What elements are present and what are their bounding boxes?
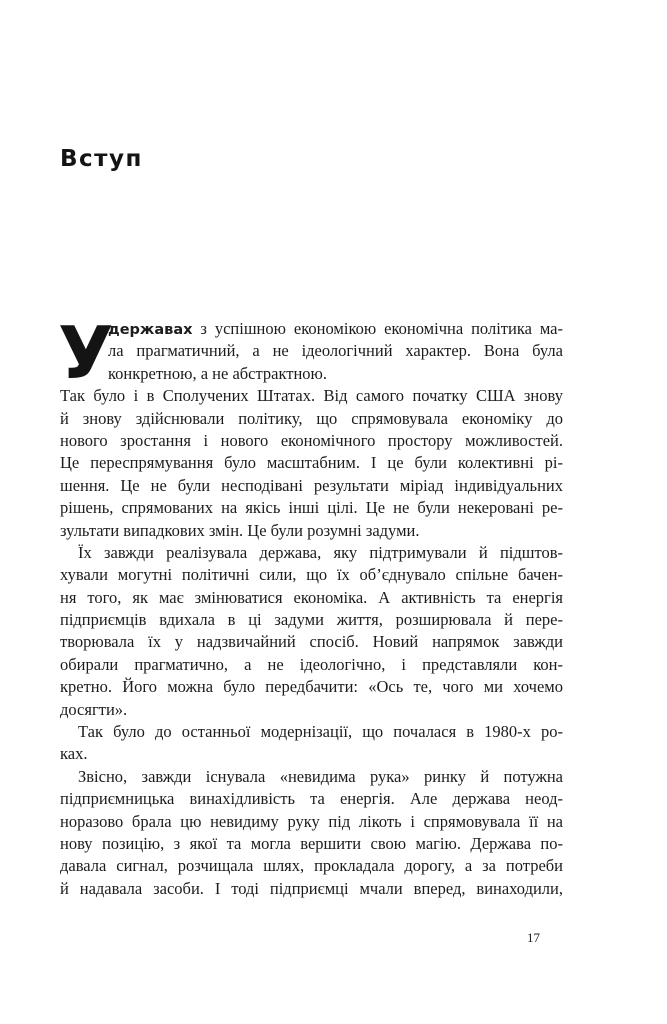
text-line: давала сигнал, розчищала шлях, прокладала дорогу, а за потреби (60, 856, 563, 876)
text-line: обирали прагматично, а не ідеологічно, і представляли кон- (60, 654, 563, 674)
text-line: й надавала засоби. І тоді підприємці мчали вперед, винаходили, (60, 878, 563, 898)
text-line: Так було і в Сполучених Штатах. Від самого початку США знову (60, 386, 563, 406)
text-line: конкретною, а не абстрактною. (108, 363, 328, 383)
text-line: підприємницька винахідливість та енергія. Але держава неод- (60, 789, 563, 809)
text-line: шення. Це не були несподівані результати міріад індивідуальних (60, 475, 563, 495)
text-line: Так було до останньої модернізації, що почалася в 1980-х ро- (78, 722, 563, 742)
lead-words: державах (108, 322, 193, 338)
text-line: кретно. Його можна було передбачити: «Ось те, чого ми хочемо (60, 677, 563, 697)
text-line: нову позицію, з якої та могла вершити свою магію. Держава по- (60, 833, 563, 853)
page-number: 17 (527, 930, 540, 945)
text-line: досягти». (60, 699, 128, 719)
text-line: ня того, як має змінюватися економіка. А активність та енергія (60, 587, 563, 607)
text-line: зультати випадкових змін. Це були розумні задуми. (60, 520, 420, 540)
text-line: рішень, спрямованих на якісь інші цілі. Це не були некеровані ре- (60, 498, 563, 518)
text-line: ла прагматичний, а не ідеологічний характер. Вона була (108, 341, 563, 361)
text-line (60, 318, 563, 340)
text-line: ках. (60, 744, 88, 764)
drop-cap: У (58, 311, 114, 395)
text-line: Їх завжди реалізувала держава, яку підтримували й підштов- (78, 542, 563, 562)
text-line: нового зростання і нового економічного простору можливостей. (60, 430, 563, 450)
text-line: хували могутні політичні сили, що їх об’єднувало спільне бачен- (60, 565, 563, 585)
text-line: й знову здійснювали політику, що спрямовувала економіку до (60, 408, 563, 428)
chapter-title: Вступ (60, 146, 143, 172)
text-line: Звісно, завжди існувала «невидима рука» ринку й потужна (78, 766, 563, 786)
chapter-body (58, 311, 563, 900)
text-line: норазово брала цю невидиму руку під лікоть і спрямовувала її на (60, 811, 563, 831)
text-line: підприємців вдихала в ці задуми життя, розширювала й пере- (60, 610, 563, 630)
text-line-content: з успішною економікою економічна політика ма- (192, 319, 563, 338)
text-line: Це переспрямування було масштабним. І це були колективні рі- (60, 453, 563, 473)
text-line: творювала їх у надзвичайний спосіб. Новий напрямок завжди (60, 632, 563, 652)
